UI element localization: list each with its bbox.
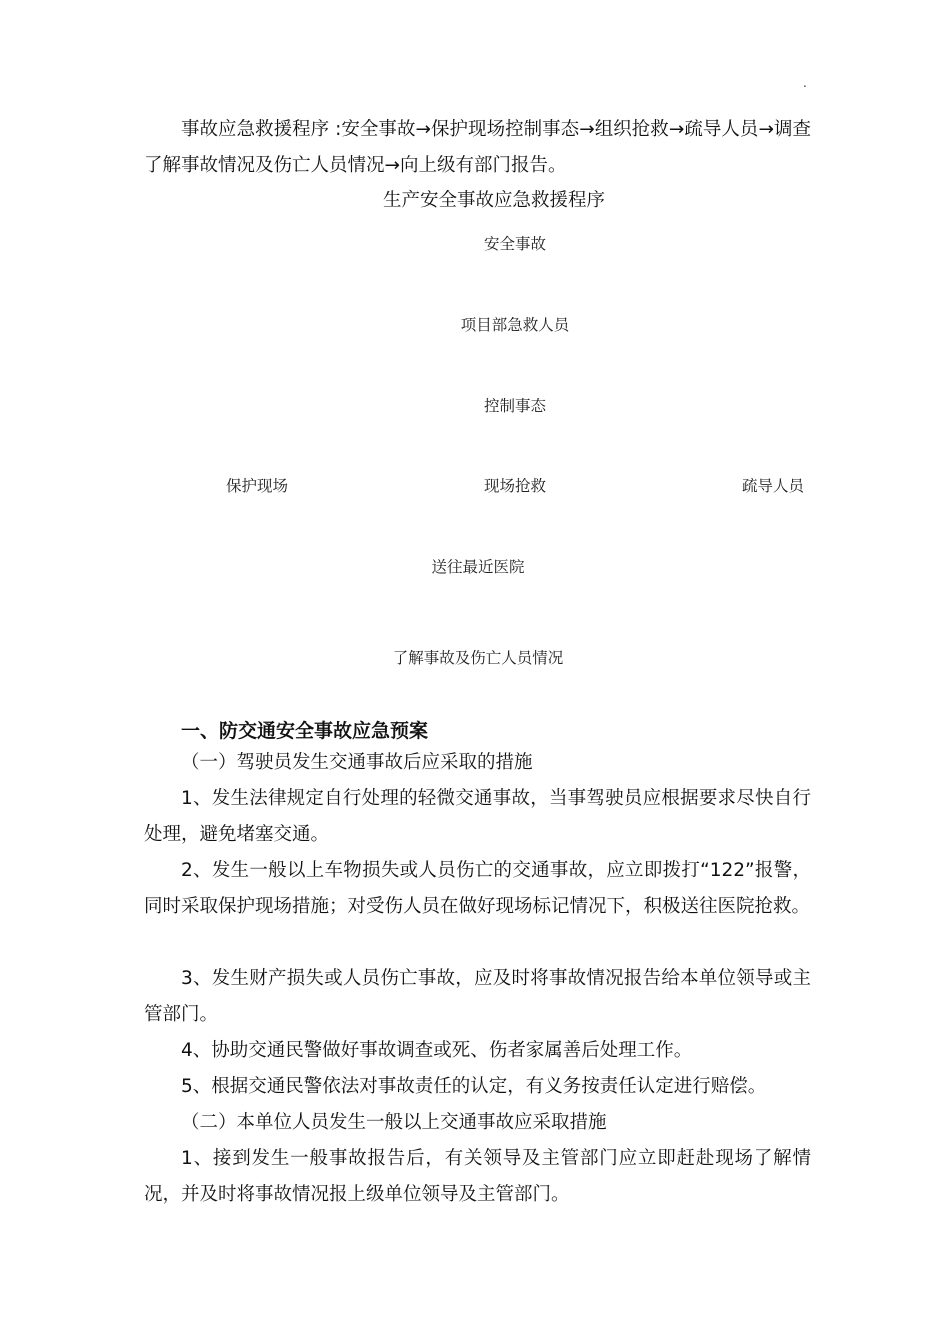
- subsection-driver-measures: （一）驾驶员发生交通事故后应采取的措施: [181, 752, 533, 773]
- list-item: 1、发生法律规定自行处理的轻微交通事故，当事驾驶员应根据要求尽快自行处理，避免堵塞交通。: [144, 788, 811, 845]
- list-item: 3、发生财产损失或人员伤亡事故，应及时将事故情况报告给本单位领导或主管部门。: [144, 968, 811, 1025]
- list-item: 4、协助交通民警做好事故调查或死、伤者家属善后处理工作。: [181, 1040, 693, 1061]
- section-heading: 一、防交通安全事故应急预案: [181, 720, 429, 742]
- subsection-unit-measures: （二）本单位人员发生一般以上交通事故应采取措施: [181, 1112, 607, 1133]
- flow-step-control: 控制事态: [483, 397, 547, 415]
- list-item: 5、根据交通民警依法对事故责任的认定，有义务按责任认定进行赔偿。: [181, 1076, 767, 1097]
- list-item: 1、接到发生一般事故报告后，有关领导及主管部门应立即赶赴现场了解情况，并及时将事故情况报上级单位领导及主管部门。: [144, 1148, 811, 1205]
- flow-branch-rescue: 现场抢救: [483, 477, 547, 495]
- procedure-text: 事故应急救援程序 :安全事故→保护现场控制事态→组织抢救→疏导人员→调查了解事故情况及伤亡人员情况→向上级有部门报告。: [144, 119, 811, 176]
- flow-title: 生产安全事故应急救援程序: [382, 190, 606, 211]
- flow-branch-evacuate: 疏导人员: [741, 477, 805, 495]
- corner-mark: .: [803, 76, 807, 90]
- flow-step-hospital: 送往最近医院: [431, 558, 525, 576]
- flow-step-investigate: 了解事故及伤亡人员情况: [392, 649, 564, 667]
- flow-branch-protect-scene: 保护现场: [225, 477, 289, 495]
- flow-step-accident: 安全事故: [483, 235, 547, 253]
- list-item: 2、发生一般以上车物损失或人员伤亡的交通事故，应立即拨打“122”报警，同时采取保护现场措施；对受伤人员在做好现场标记情况下，积极送往医院抢救。: [144, 860, 811, 917]
- flow-step-rescue-staff: 项目部急救人员: [460, 316, 570, 334]
